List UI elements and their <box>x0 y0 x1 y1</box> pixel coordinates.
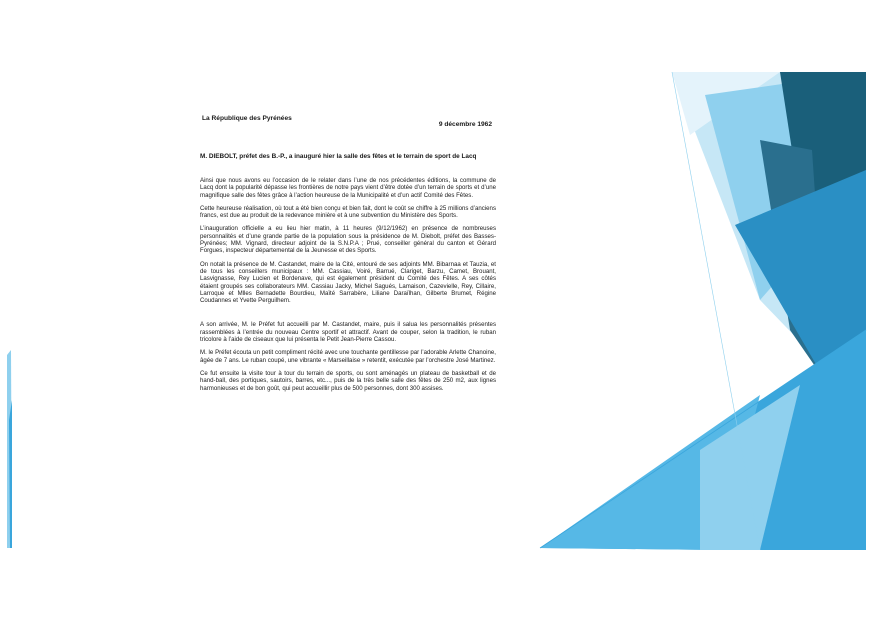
article-paragraph: Cette heureuse réalisation, où tout a été bien conçu et bien fait, dont le coût se chiffre à 25 millions d’anciens francs, est due au produit de la redevance minière et à une subvention du Ministère des Sports. <box>200 204 496 220</box>
article-paragraph: Ce fut ensuite la visite tour à tour du terrain de sports, ou sont aménagés un plateau de basketball et de hand-ball, des portiques, sautoirs, barres, etc..., puis de la très belle salle des fêtes de 250 m2, aux lignes harmonieuses et de bon goût, qui peut accueillir plus de 500 personnes, dont 300 assises. <box>200 369 496 392</box>
article-date: 9 décembre 1962 <box>438 121 492 128</box>
article-body <box>200 177 496 392</box>
article-header <box>200 115 496 129</box>
article-paragraph: On notait la présence de M. Castandet, maire de la Cité, entouré de ses adjoints MM. Bibarnaa et Tauzia, et de tous les conseillers municipaux : MM. Cassiau, Voiré, Barrué, Clariget, Barzu, Camet, Brouant, Lasvignasse, Rey Lucien et Bordenave, qui est également président du Comité des Fêtes. A ses côtés étaient groupés ses collaborateurs MM. Cassiau Jacky, Michel Sagués, Lamaison, Cazevielle, Rey, Cillaire, Larroque et Mlles Bernadette Bourdieu, Maïté Sarrabère, Liliane Daraïlhan, Gilberte Brumet, Régine Coudannes et Yvette Perguilhem. <box>200 260 496 305</box>
article-paragraph: A son arrivée, M. le Préfet fut accueilli par M. Castandet, maire, puis il salua les personnalités présentes rassemblées à l’entrée du nouveau Centre sportif et attractif. Avant de couper, selon la tradition, le ruban tricolore à l’aide de ciseaux que lui présenta le Petit Jean-Pierre Cassou. <box>200 321 496 344</box>
article-paragraph: L’inauguration officielle a eu lieu hier matin, à 11 heures (9/12/1962) en présence de nombreuses personnalités et d’une grande partie de la population sous la présidence de M. Diebolt, préfet des Basses-Pyrénées; MM. Vignard, directeur adjoint de la S.N.P.A ; Prué, conseiller général du canton et Gérard Forgues, inspecteur départemental de la Jeunesse et des Sports. <box>200 225 496 255</box>
article-paragraph: M. le Préfet écouta un petit compliment récité avec une touchante gentillesse par l’adorable Arlette Chanoine, âgée de 7 ans. Le ruban coupé, une vibrante « Marseillaise » retentit, exécutée par l’orchestre José Martinez. <box>200 349 496 364</box>
newspaper-name: La République des Pyrénées <box>202 115 292 122</box>
article-headline: M. DIEBOLT, préfet des B.-P., a inauguré hier la salle des fêtes et le terrain de sport de Lacq <box>200 153 477 160</box>
article-paragraph: Ainsi que nous avons eu l’occasion de le relater dans l’une de nos précédentes éditions, la commune de Lacq dont la popularité dépasse les frontières de notre pays vient d’être dotée d’un terrain de sports et d’une magnifique salle des fêtes grâce à l’action heureuse de la Municipalité et d’un actif Comité des Fêtes. <box>200 177 496 199</box>
article-page <box>200 115 496 398</box>
